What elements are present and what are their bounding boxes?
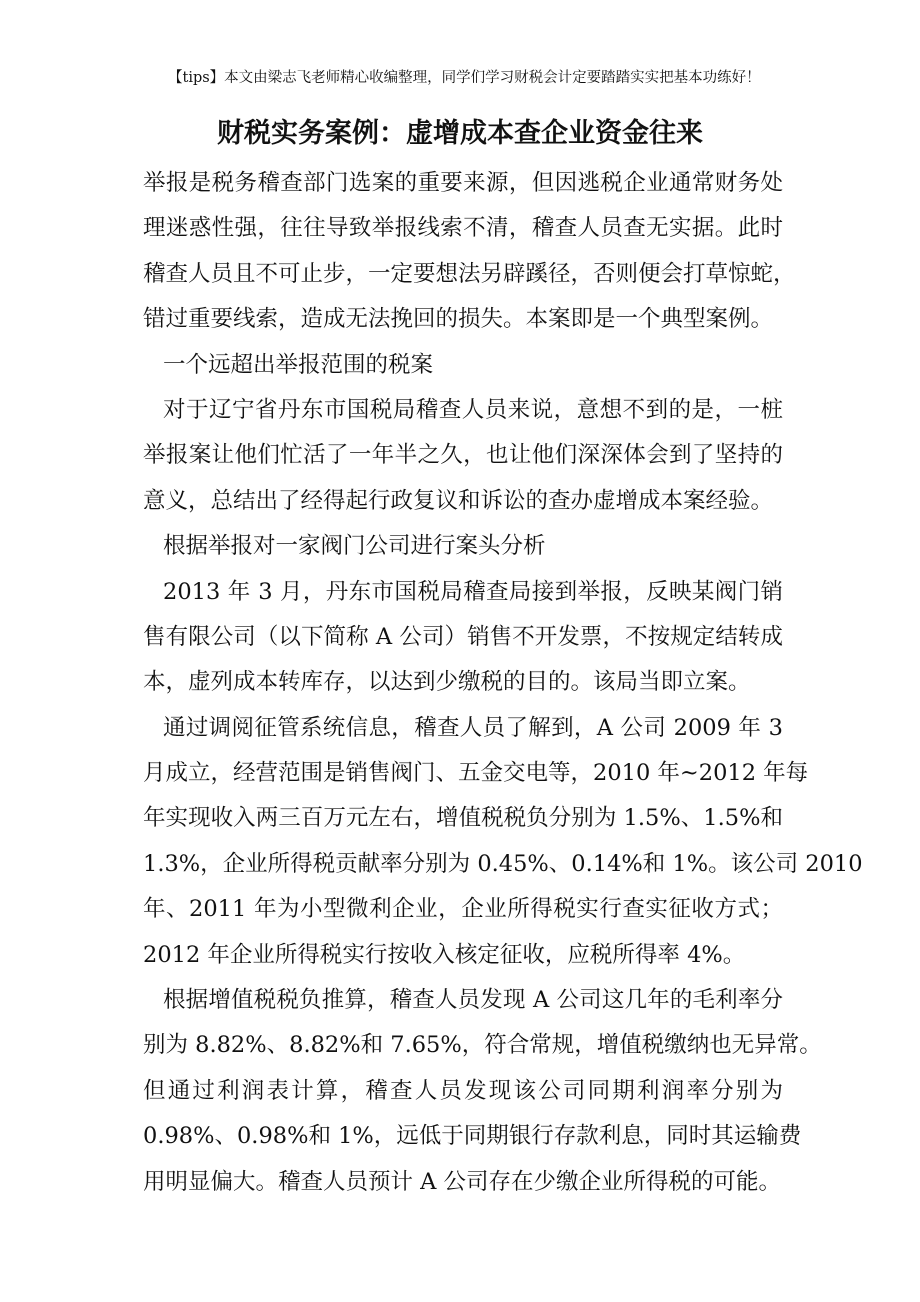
paragraph-line: 对于辽宁省丹东市国税局稽查人员来说，意想不到的是，一桩 [163,396,783,423]
document-body [143,165,863,1209]
paragraph-line: 一个远超出举报范围的税案 [163,351,434,378]
header-tip: 【tips】本文由梁志飞老师精心收编整理，同学们学习财税会计定要踏踏实实把基本功练好！ [168,70,761,86]
document-title: 财税实务案例：虚增成本查企业资金往来 [217,118,703,149]
paragraph-line: 意义，总结出了经得起行政复议和诉讼的查办虚增成本案经验。 [143,487,774,514]
paragraph-line: 1.3%，企业所得税贡献率分别为 0.45%、0.14%和 1%。该公司 2010 [143,850,863,877]
paragraph-line: 错过重要线索，造成无法挽回的损失。本案即是一个典型案例。 [143,306,774,333]
paragraph-line: 根据增值税税负推算，稽查人员发现 A 公司这几年的毛利率分 [163,987,783,1014]
paragraph-line: 根据举报对一家阀门公司进行案头分析 [163,533,546,560]
paragraph-line: 售有限公司（以下简称 A 公司）销售不开发票，不按规定结转成 [143,623,783,650]
paragraph-line: 通过调阅征管系统信息，稽查人员了解到，A 公司 2009 年 3 [163,714,783,741]
paragraph-line: 年、2011 年为小型微利企业，企业所得税实行查实征收方式； [143,896,783,923]
paragraph-line: 但通过利润表计算，稽查人员发现该公司同期利润率分别为 [143,1077,783,1104]
paragraph-line: 举报案让他们忙活了一年半之久，也让他们深深体会到了坚持的 [143,442,783,469]
paragraph-line: 年实现收入两三百万元左右，增值税税负分别为 1.5%、1.5%和 [143,805,783,832]
paragraph-line: 别为 8.82%、8.82%和 7.65%，符合常规，增值税缴纳也无异常。 [143,1032,822,1059]
paragraph-line: 月成立，经营范围是销售阀门、五金交电等，2010 年~2012 年每 [143,760,809,787]
paragraph-line: 用明显偏大。稽查人员预计 A 公司存在少缴企业所得税的可能。 [143,1168,782,1195]
paragraph-line: 2013 年 3 月，丹东市国税局稽查局接到举报，反映某阀门销 [163,578,783,605]
paragraph-line: 本，虚列成本转库存，以达到少缴税的目的。该局当即立案。 [143,669,751,696]
paragraph-line: 0.98%、0.98%和 1%，远低于同期银行存款利息，同时其运输费 [143,1123,802,1150]
paragraph-line: 理迷惑性强，往往导致举报线索不清，稽查人员查无实据。此时 [143,215,783,242]
paragraph-line: 稽查人员且不可止步，一定要想法另辟蹊径，否则便会打草惊蛇， [143,260,796,287]
paragraph-line: 2012 年企业所得税实行按收入核定征收，应税所得率 4%。 [143,941,746,968]
paragraph-line: 举报是税务稽查部门选案的重要来源，但因逃税企业通常财务处 [143,170,783,196]
